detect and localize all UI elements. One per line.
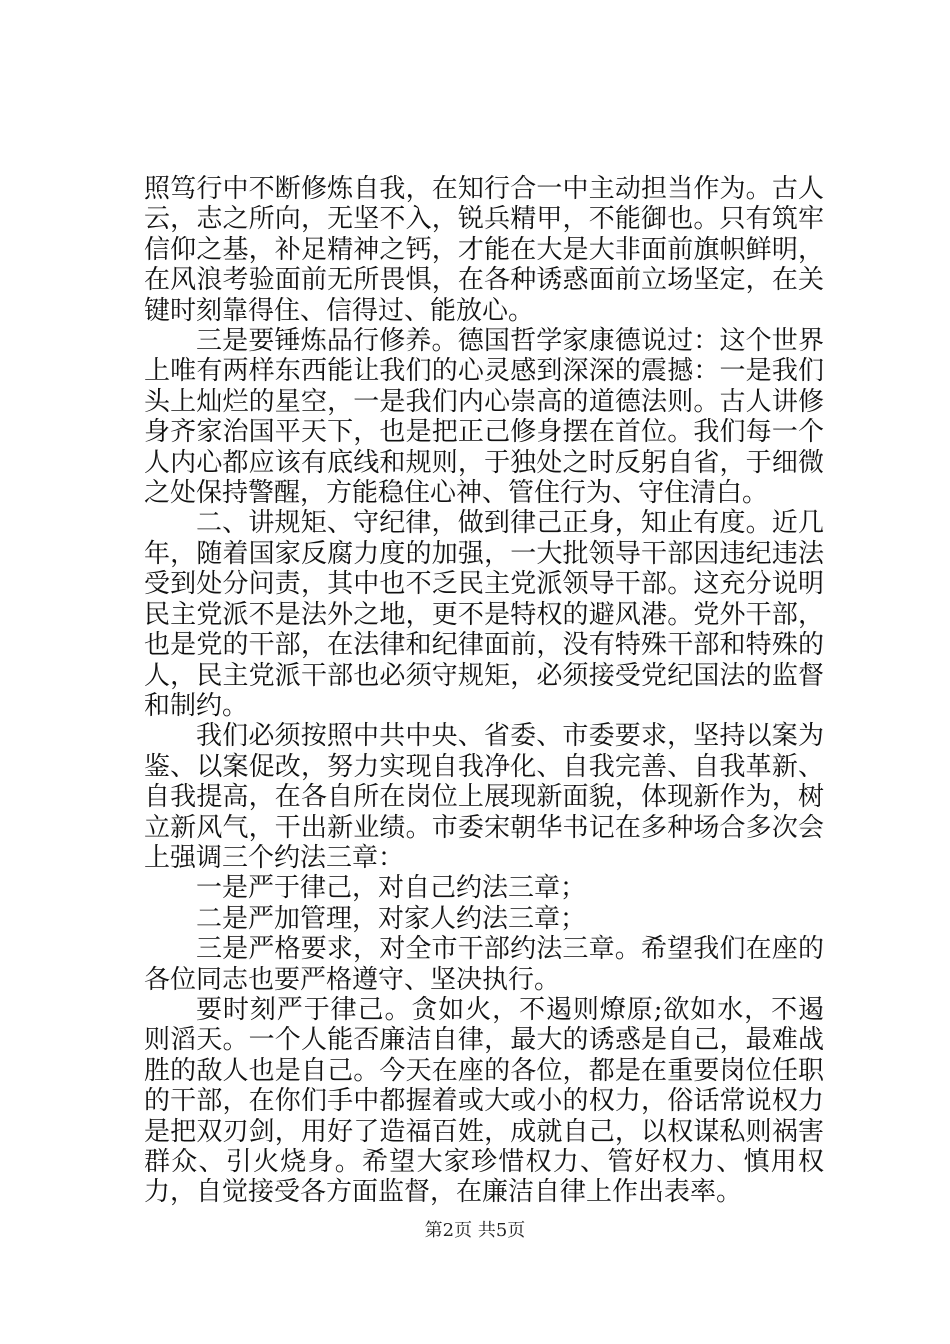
paragraph-3: 二、讲规矩、守纪律，做到律己正身，知止有度。近几年，随着国家反腐力度的加强，一大批领导干部因违纪违法受到处分问责，其中也不乏民主党派领导干部。这充分说明民主党派不是法外之地，更不是特权的避风港。党外干部，也是党的干部，在法律和纪律面前，没有特殊干部和特殊的人，民主党派干部也必须守规矩，必须接受党纪国法的监督和制约。 <box>144 508 824 721</box>
paragraph-7: 三是严格要求，对全市干部约法三章。希望我们在座的各位同志也要严格遵守、坚决执行。 <box>144 934 824 995</box>
paragraph-5: 一是严于律己，对自己约法三章； <box>196 873 587 904</box>
paragraph-6: 二是严加管理，对家人约法三章； <box>196 903 587 934</box>
page-number-footer: 第2页 共5页 <box>424 1220 526 1241</box>
paragraph-2: 三是要锤炼品行修养。德国哲学家康德说过：这个世界上唯有两样东西能让我们的心灵感到深深的震撼：一是我们头上灿烂的星空，一是我们内心崇高的道德法则。古人讲修身齐家治国平天下，也是把正己修身摆在首位。我们每一个人内心都应该有底线和规则，于独处之时反躬自省，于细微之处保持警醒，方能稳住心神、管住行为、守住清白。 <box>144 326 824 509</box>
paragraph-4: 我们必须按照中共中央、省委、市委要求，坚持以案为鉴、以案促改，努力实现自我净化、自我完善、自我革新、自我提高，在各自所在岗位上展现新面貌，体现新作为，树立新风气，干出新业绩。市委宋朝华书记在多种场合多次会上强调三个约法三章： <box>144 721 824 873</box>
paragraph-1: 照笃行中不断修炼自我，在知行合一中主动担当作为。古人云，志之所向，无坚不入，锐兵精甲，不能御也。只有筑牢信仰之基，补足精神之钙，才能在大是大非面前旗帜鲜明，在风浪考验面前无所畏惧，在各种诱惑面前立场坚定，在关键时刻靠得住、信得过、能放心。 <box>144 174 824 326</box>
document-body <box>144 174 824 1208</box>
paragraph-8: 要时刻严于律己。贪如火，不遏则燎原;欲如水，不遏则滔天。一个人能否廉洁自律，最大的诱惑是自己，最难战胜的敌人也是自己。今天在座的各位，都是在重要岗位任职的干部，在你们手中都握着或大或小的权力，俗话常说权力是把双刃剑，用好了造福百姓，成就自己，以权谋私则祸害群众、引火烧身。希望大家珍惜权力、管好权力、慎用权力，自觉接受各方面监督，在廉洁自律上作出表率。 <box>144 994 824 1208</box>
